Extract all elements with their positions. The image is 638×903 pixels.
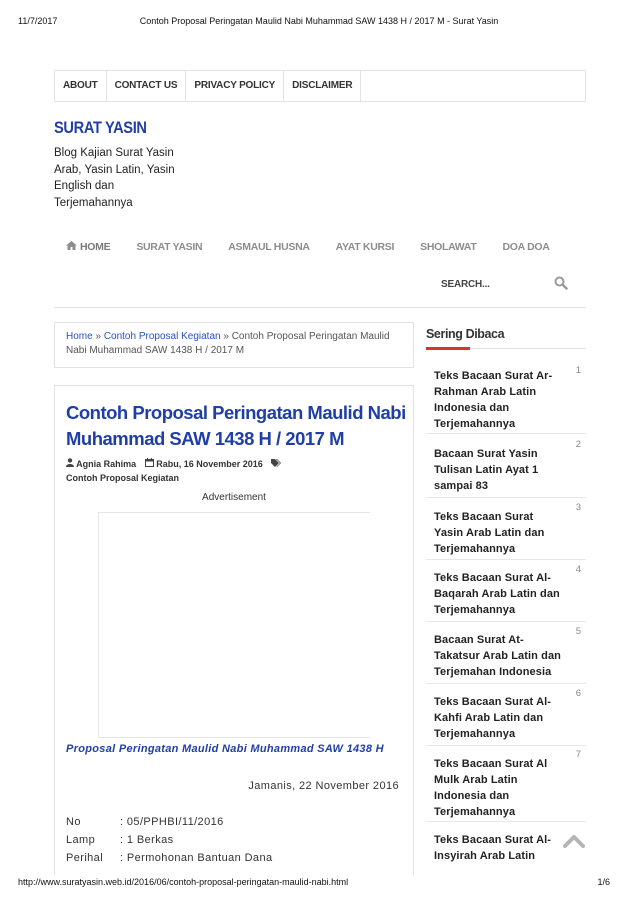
popular-item-label[interactable]: Teks Bacaan Surat Al-Insyirah Arab Latin: [434, 834, 552, 862]
nav-ayat-kursi[interactable]: AYAT KURSI: [335, 241, 395, 253]
letter-date: Jamanis, 22 November 2016: [248, 780, 399, 792]
popular-item-label[interactable]: Bacaan Surat Yasin Tulisan Latin Ayat 1 sampai 83: [434, 448, 539, 492]
post-title: Contoh Proposal Peringatan Maulid Nabi Muhammad SAW 1438 H / 2017 M: [66, 402, 406, 449]
popular-item[interactable]: [426, 439, 586, 498]
popular-item-number: 5: [575, 626, 581, 637]
popular-item[interactable]: [426, 365, 586, 434]
popular-item[interactable]: [426, 749, 586, 822]
post-card: [54, 385, 414, 875]
nav-doa-doa[interactable]: DOA DOA: [502, 241, 550, 253]
tag-icon: [271, 459, 281, 467]
calendar-icon: [145, 458, 154, 467]
popular-item-label[interactable]: Bacaan Surat At-Takatsur Arab Latin dan Terjemahan Indonesia: [434, 634, 561, 678]
nav-home[interactable]: [66, 241, 110, 253]
site-description: Blog Kajian Surat Yasin Arab, Yasin Latin, Yasin English dan Terjemahannya: [54, 147, 175, 209]
nav-asmaul-husna[interactable]: ASMAUL HUSNA: [228, 241, 310, 253]
breadcrumb: [54, 322, 414, 368]
chevron-up-icon[interactable]: [563, 834, 585, 848]
letter-field-key: Lamp: [66, 834, 96, 846]
letter-field-value: : 05/PPHBI/11/2016: [120, 816, 224, 828]
print-date: 11/7/2017: [18, 16, 58, 26]
print-page-number: 1/6: [597, 877, 610, 887]
topnav-disclaimer[interactable]: DISCLAIMER: [284, 71, 361, 101]
popular-item-number: 2: [575, 439, 581, 450]
popular-item[interactable]: [426, 688, 586, 746]
letter-field-key: Perihal: [66, 852, 104, 864]
letter-field-value: : 1 Berkas: [120, 834, 174, 846]
popular-item-label[interactable]: Teks Bacaan Surat Al-Kahfi Arab Latin dan Terjemahannya: [434, 696, 552, 740]
popular-item-number: 3: [575, 502, 581, 513]
top-nav: [54, 70, 586, 102]
popular-item[interactable]: [426, 626, 586, 684]
post-category[interactable]: Contoh Proposal Kegiatan: [66, 473, 180, 483]
popular-item[interactable]: [426, 832, 586, 862]
sidebar-accent: [426, 347, 470, 350]
popular-item[interactable]: [426, 564, 586, 622]
site-title[interactable]: SURAT YASIN: [54, 118, 147, 137]
letter-field-perihal: [66, 852, 273, 864]
main-nav: [54, 228, 586, 308]
ad-box[interactable]: [98, 512, 370, 738]
breadcrumb-home[interactable]: Home: [66, 331, 93, 342]
popular-item[interactable]: [426, 502, 586, 560]
popular-item-number: 7: [575, 749, 581, 760]
topnav-privacy-policy[interactable]: PRIVACY POLICY: [186, 71, 284, 101]
user-icon: [66, 458, 74, 467]
breadcrumb-category[interactable]: Contoh Proposal Kegiatan: [103, 331, 221, 342]
popular-item-number: 6: [575, 688, 581, 699]
letter-title: Proposal Peringatan Maulid Nabi Muhammad SAW 1438 H: [66, 743, 384, 755]
post-date: Rabu, 16 November 2016: [156, 459, 263, 469]
post-author[interactable]: Agnia Rahima: [76, 459, 137, 469]
sidebar-title: Sering Dibaca: [426, 327, 505, 341]
search-icon[interactable]: [554, 276, 568, 290]
topnav-about[interactable]: ABOUT: [55, 71, 107, 101]
letter-field-lamp: [66, 834, 174, 846]
ad-label: Advertisement: [202, 492, 266, 503]
breadcrumb-current: Contoh Proposal Peringatan Maulid Nabi Muhammad SAW 1438 H / 2017 M: [66, 331, 390, 356]
home-icon: [66, 241, 77, 250]
popular-item-number: 1: [575, 365, 581, 376]
nav-surat-yasin[interactable]: SURAT YASIN: [136, 241, 203, 253]
letter-field-value: : Permohonan Bantuan Dana: [120, 852, 273, 864]
letter-field-no: [66, 816, 224, 828]
popular-item-label[interactable]: Teks Bacaan Surat Ar-Rahman Arab Latin Indonesia dan Terjemahannya: [434, 370, 553, 430]
topnav-contact-us[interactable]: CONTACT US: [107, 71, 187, 101]
nav-sholawat[interactable]: SHOLAWAT: [420, 241, 477, 253]
post-meta: [66, 457, 281, 485]
nav-home-label: HOME: [80, 241, 111, 253]
popular-item-label[interactable]: Teks Bacaan Surat Al Mulk Arab Latin Indonesia dan Terjemahannya: [434, 758, 548, 818]
print-title: Contoh Proposal Peringatan Maulid Nabi Muhammad SAW 1438 H / 2017 M - Surat Yasin: [139, 16, 499, 26]
letter-field-key: No: [66, 816, 81, 828]
popular-item-label[interactable]: Teks Bacaan Surat Yasin Arab Latin dan Terjemahannya: [434, 511, 545, 555]
print-url: http://www.suratyasin.web.id/2016/06/contoh-proposal-peringatan-maulid-nabi.html: [18, 877, 349, 887]
popular-item-label[interactable]: Teks Bacaan Surat Al-Baqarah Arab Latin dan Terjemahannya: [434, 572, 560, 616]
search-input[interactable]: SEARCH...: [441, 279, 490, 290]
popular-item-number: 4: [575, 564, 581, 575]
breadcrumb-separator: »: [220, 331, 232, 342]
breadcrumb-separator: »: [92, 331, 104, 342]
